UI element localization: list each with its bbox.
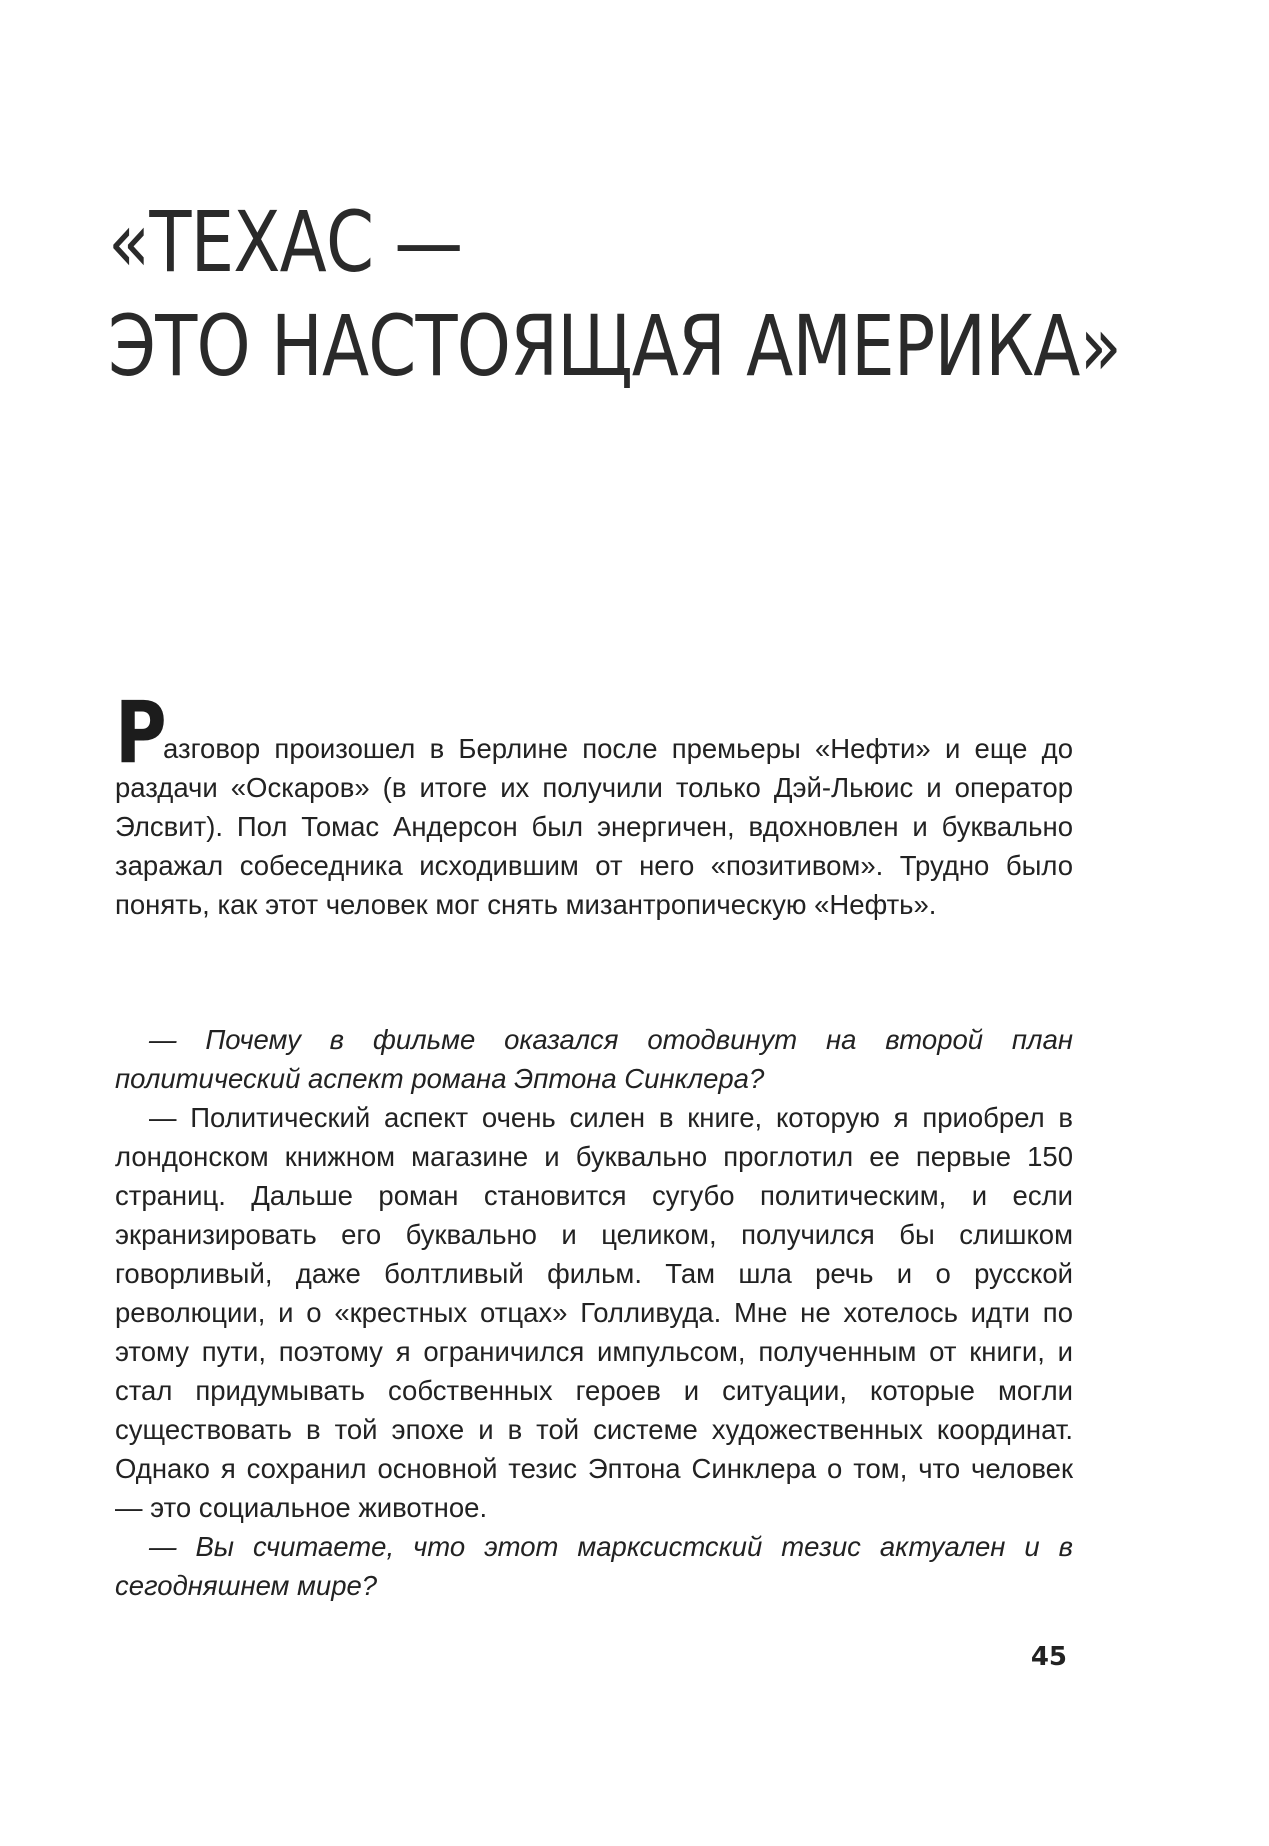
chapter-title-line-2: ЭТО НАСТОЯЩАЯ АМЕРИКА» [108,297,1121,395]
interview-answer: — Политический аспект очень силен в книге, которую я приобрел в лондонском книжном магазине и буквально проглотил ее первые 150 страниц. Дальше роман становится сугубо политическим, и если экранизировать его буквально и целиком, получился бы слишком говорливый, даже болтливый фильм. Там шла речь и о русской революции, и о «крестных отцах» Голливуда. Мне не хотелось идти по этому пути, поэтому я ограничился импульсом, полученным от книги, и стал придумывать собственных героев и ситуации, которые могли существовать в той эпохе и в той системе художественных координат. Однако я сохранил основной тезис Эптона Синклера о том, что человек — это социальное животное. [115,1102,1073,1523]
intro-text: азговор произошел в Берлине после премьеры «Нефти» и еще до раздачи «Оскаров» (в итоге их получили только Дэй-Льюис и оператор Элсвит). Пол Томас Андерсон был энергичен, вдохновлен и буквально заражал собеседника исходившим от него «позитивом». Трудно было понять, как этот человек мог снять мизантропическую «Нефть». [115,733,1073,920]
interview-dialogue [115,1020,1073,1605]
interview-question: — Вы считаете, что этот марксистский тезис актуален и в сегодняшнем мире? [115,1531,1073,1601]
chapter-title [108,190,1121,398]
chapter-title-line-1: «ТЕХАС — [108,193,463,291]
interview-question: — Почему в фильме оказался отодвинут на второй план политический аспект романа Эптона Синклера? [115,1024,1073,1094]
page-number: 45 [1030,1642,1067,1672]
drop-cap: Р [115,683,167,783]
intro-paragraph [115,729,1073,924]
